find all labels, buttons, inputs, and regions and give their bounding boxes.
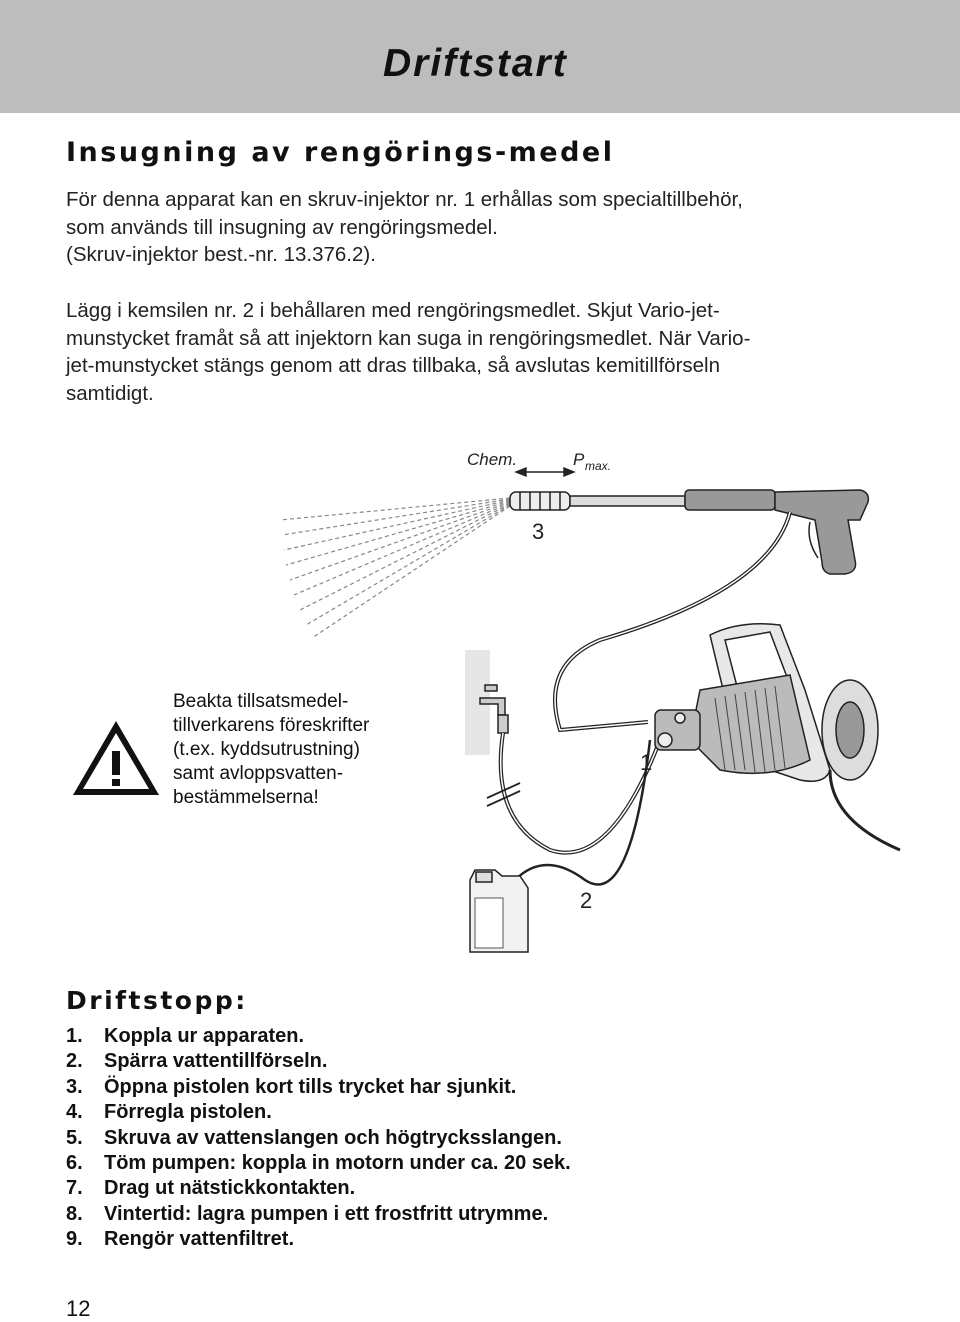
paragraph-line: som används till insugning av rengöringsmedel. <box>66 215 498 239</box>
paragraph-line: För denna apparat kan en skruv-injektor nr. 1 erhållas som specialtillbehör, <box>66 188 743 211</box>
step-number: 5. <box>66 1126 83 1149</box>
step-text: Vintertid: lagra pumpen i ett frostfritt utrymme. <box>104 1202 549 1225</box>
step-text: Förregla pistolen. <box>104 1101 272 1124</box>
page-header-band <box>0 0 960 113</box>
warning-line: samt avloppsvatten- <box>173 763 344 784</box>
pressure-washer-machine <box>655 624 878 782</box>
step-number: 8. <box>66 1202 83 1225</box>
warning-text <box>173 690 433 810</box>
paragraph-line: samtidigt. <box>66 381 154 405</box>
step-number: 2. <box>66 1050 83 1073</box>
list-item <box>66 1176 571 1201</box>
spray-fan <box>280 498 510 638</box>
step-text: Töm pumpen: koppla in motorn under ca. 20 sek. <box>104 1152 571 1175</box>
detergent-canister <box>470 870 528 952</box>
step-text: Koppla ur apparaten. <box>104 1025 305 1047</box>
step-number: 4. <box>66 1101 83 1124</box>
spray-pistol <box>775 490 868 574</box>
warning-line: bestämmelserna! <box>173 787 319 808</box>
stop-steps-list <box>66 1024 571 1253</box>
page-number: 12 <box>66 1296 91 1321</box>
step-number: 1. <box>66 1025 83 1047</box>
list-item <box>66 1075 571 1100</box>
paragraph-line: jet-munstycket stängs genom att dras tillbaka, så avslutas kemitillförseln <box>66 354 720 377</box>
step-number: 9. <box>66 1228 83 1251</box>
list-item <box>66 1227 571 1252</box>
paragraph-line: munstycket framåt så att injektorn kan suga in rengöringsmedlet. När Vario- <box>66 326 751 350</box>
step-text: Skruva av vattenslangen och högtrycksslangen. <box>104 1126 562 1149</box>
list-item <box>66 1126 571 1151</box>
label-pmax-sub: max. <box>585 459 612 473</box>
warning-line: tillverkarens föreskrifter <box>173 715 370 736</box>
paragraph-injector <box>66 186 896 269</box>
list-item <box>66 1202 571 1227</box>
step-number: 7. <box>66 1177 83 1200</box>
step-text: Öppna pistolen kort tills trycket har sjunkit. <box>104 1075 517 1098</box>
list-item <box>66 1024 571 1049</box>
spray-lance <box>510 490 775 510</box>
callout-2: 2 <box>580 888 593 913</box>
warning-triangle-icon <box>70 718 162 798</box>
paragraph-line: (Skruv-injektor best.-nr. 13.376.2). <box>66 243 376 266</box>
double-arrow <box>516 468 574 476</box>
step-number: 6. <box>66 1152 83 1175</box>
paragraph-line: Lägg i kemsilen nr. 2 i behållaren med rengöringsmedlet. Skjut Vario-jet- <box>66 299 720 322</box>
list-item <box>66 1049 571 1074</box>
callout-1: 1 <box>640 750 653 775</box>
chemical-hose <box>515 740 653 885</box>
section-title: Insugning av rengörings-medel <box>66 137 615 168</box>
label-p: P <box>573 450 585 469</box>
power-cable <box>830 770 900 850</box>
callout-3: 3 <box>532 519 545 544</box>
paragraph-instructions <box>66 297 896 407</box>
warning-line: (t.ex. kyddsutrustning) <box>173 739 360 760</box>
step-text: Drag ut nätstickkontakten. <box>104 1177 356 1200</box>
label-chem: Chem. <box>467 450 518 469</box>
stop-section-title: Driftstopp: <box>66 986 248 1015</box>
step-text: Rengör vattenfiltret. <box>104 1228 295 1251</box>
list-item <box>66 1151 571 1176</box>
step-text: Spärra vattentillförseln. <box>104 1050 328 1073</box>
page-title: Driftstart <box>383 42 568 85</box>
list-item <box>66 1100 571 1125</box>
step-number: 3. <box>66 1075 83 1098</box>
warning-line: Beakta tillsatsmedel- <box>173 691 349 712</box>
